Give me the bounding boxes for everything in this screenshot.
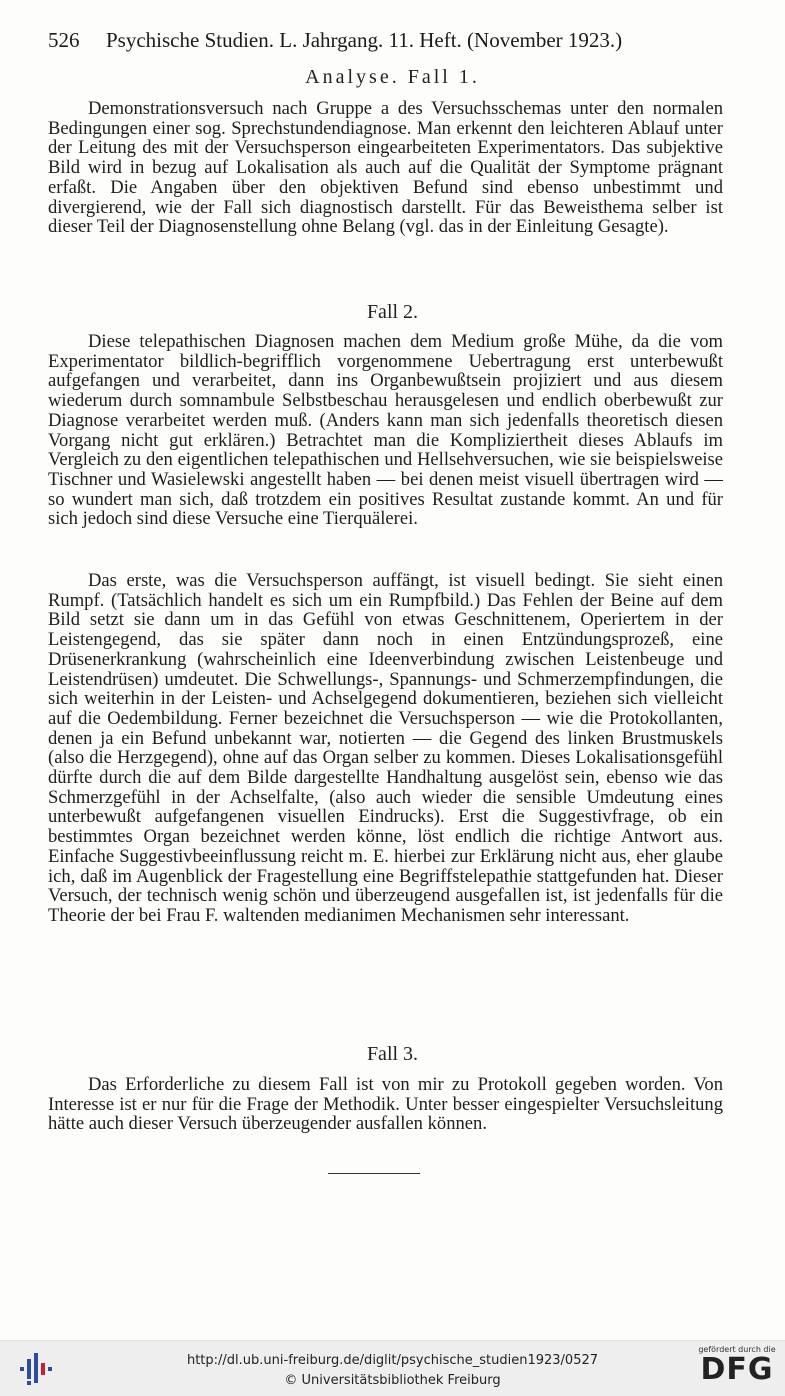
footer-bar	[0, 1340, 785, 1396]
running-title: Psychische Studien. L. Jahrgang. 11. Heft. (November 1923.)	[106, 28, 623, 52]
paragraph-fall-3: Das Erforderliche zu diesem Fall ist von mir zu Protokoll gegeben worden. Von Interesse ist er nur für die Frage der Methodik. Unter besser eingespielter Versuchsleitung hätte auch dieser Versuch überzeugender ausfallen können.	[48, 1074, 723, 1135]
paragraph-fall-2-2: Das erste, was die Versuchsperson auffängt, ist visuell bedingt. Sie sieht einen Rumpf. (Tatsächlich handelt es sich um ein Rumpfbild.) Das Fehlen der Beine auf dem Bild setzt sie dann um in das Gefühl von etwas Geschnittenem, Operiertem in der Leistengegend, das sie später dann noch in einen Entzündungsprozeß, eine Drüsenerkrankung (wahrscheinlich eine Ideenverbindung zwischen Leistenbeuge und Leistendrüsen) umdeutet. Die Schwellungs-, Spannungs- und Schmerzempfindungen, die sich weiterhin in der Leisten- und Achselgegend dokumentieren, beziehen sich vielleicht auf die Oedembildung. Ferner bezeichnet die Versuchsperson — wie die Protokollanten, denen ja ein Befund unbekannt war, notierten — die Gegend des linken Brustmuskels (also die Herzgegend), ohne auf das Organ selber zu kommen. Dieses Lokalisationsgefühl dürfte durch die auf dem Bilde dargestellte Handhaltung ausgelöst sein, ebenso wie das Schmerzgefühl in der Achselfalte, (also auch wieder die sensible Umdeutung eines unterbewußt aufgefangenen visuellen Eindrucks). Erst die Suggestivfrage, ob ein bestimmtes Organ bezeichnet werden könne, löst endlich die richtige Antwort aus. Einfache Suggestivbeeinflussung reicht m. E. hierbei zur Erklärung nicht aus, eher glaube ich, daß im Augenblick der Fragestellung eine Begriffstelepathie stattgefunden hat. Dieser Versuch, der technisch wenig schön und überzeugend ausgefallen ist, ist jedenfalls für die Theorie der bei Frau F. waltenden medianimen Mechanismen sehr interessant.	[48, 570, 723, 926]
page-number: 526	[48, 28, 80, 52]
section-title-fall-1: Analyse. Fall 1.	[305, 66, 480, 88]
paragraph-fall-2-1: Diese telepathischen Diagnosen machen dem Medium große Mühe, da die vom Experimentator bildlich-begrifflich vorgenommene Uebertragung erst unterbewußt aufgefangen und verarbeitet, dann ins Organbewußtsein projiziert und aus diesem wiederum durch somnambule Selbstbeschau herausgelesen und endlich oberbewußt zur Diagnose verarbeitet werden muß. (Anders kann man sich jedenfalls theoretisch diesen Vorgang nicht gut erklären.) Betrachtet man die Kompliziertheit dieses Ablaufs im Vergleich zu den eigentlichen telepathischen und Hellsehversuchen, wie sie beispielsweise Tischner und Wasielewski angestellt haben — bei denen meist visuell übertragen wird — so wundert man sich, daß trotzdem ein positives Resultat zustande kommt. An und für sich jedoch sind diese Versuche eine Tierquälerei.	[48, 331, 723, 530]
page-header	[48, 28, 723, 53]
dfg-logo-text: DFG	[700, 1352, 774, 1387]
paragraph-fall-1: Demonstrationsversuch nach Gruppe a des Versuchsschemas unter den normalen Bedingungen einer sog. Sprechstundendiagnose. Man erkennt den leichteren Ablauf unter der Leitung des mit der Versuchsperson eingearbeiteten Experimentators. Das subjektive Bild wird in bezug auf Lokalisation als auch auf die Qualität der Symptome prägnant erfaßt. Die Angaben über den objektiven Befund sind ebenso unbestimmt und divergierend, wie der Fall sich diagnostisch darstellt. Für das Beweisthema selber ist dieser Teil der Diagnosenstellung ohne Belang (vgl. das in der Einleitung Gesagte).	[48, 98, 723, 238]
section-title-fall-3: Fall 3.	[366, 1043, 419, 1065]
dfg-caption: gefördert durch die	[698, 1345, 776, 1354]
end-rule	[328, 1173, 420, 1174]
source-url-link[interactable]: http://dl.ub.uni-freiburg.de/diglit/psychische_studien1923/0527	[186, 1353, 599, 1368]
copyright-text: © Universitätsbibliothek Freiburg	[284, 1373, 501, 1388]
section-title-fall-2: Fall 2.	[366, 301, 419, 323]
dfg-logo	[697, 1345, 777, 1386]
